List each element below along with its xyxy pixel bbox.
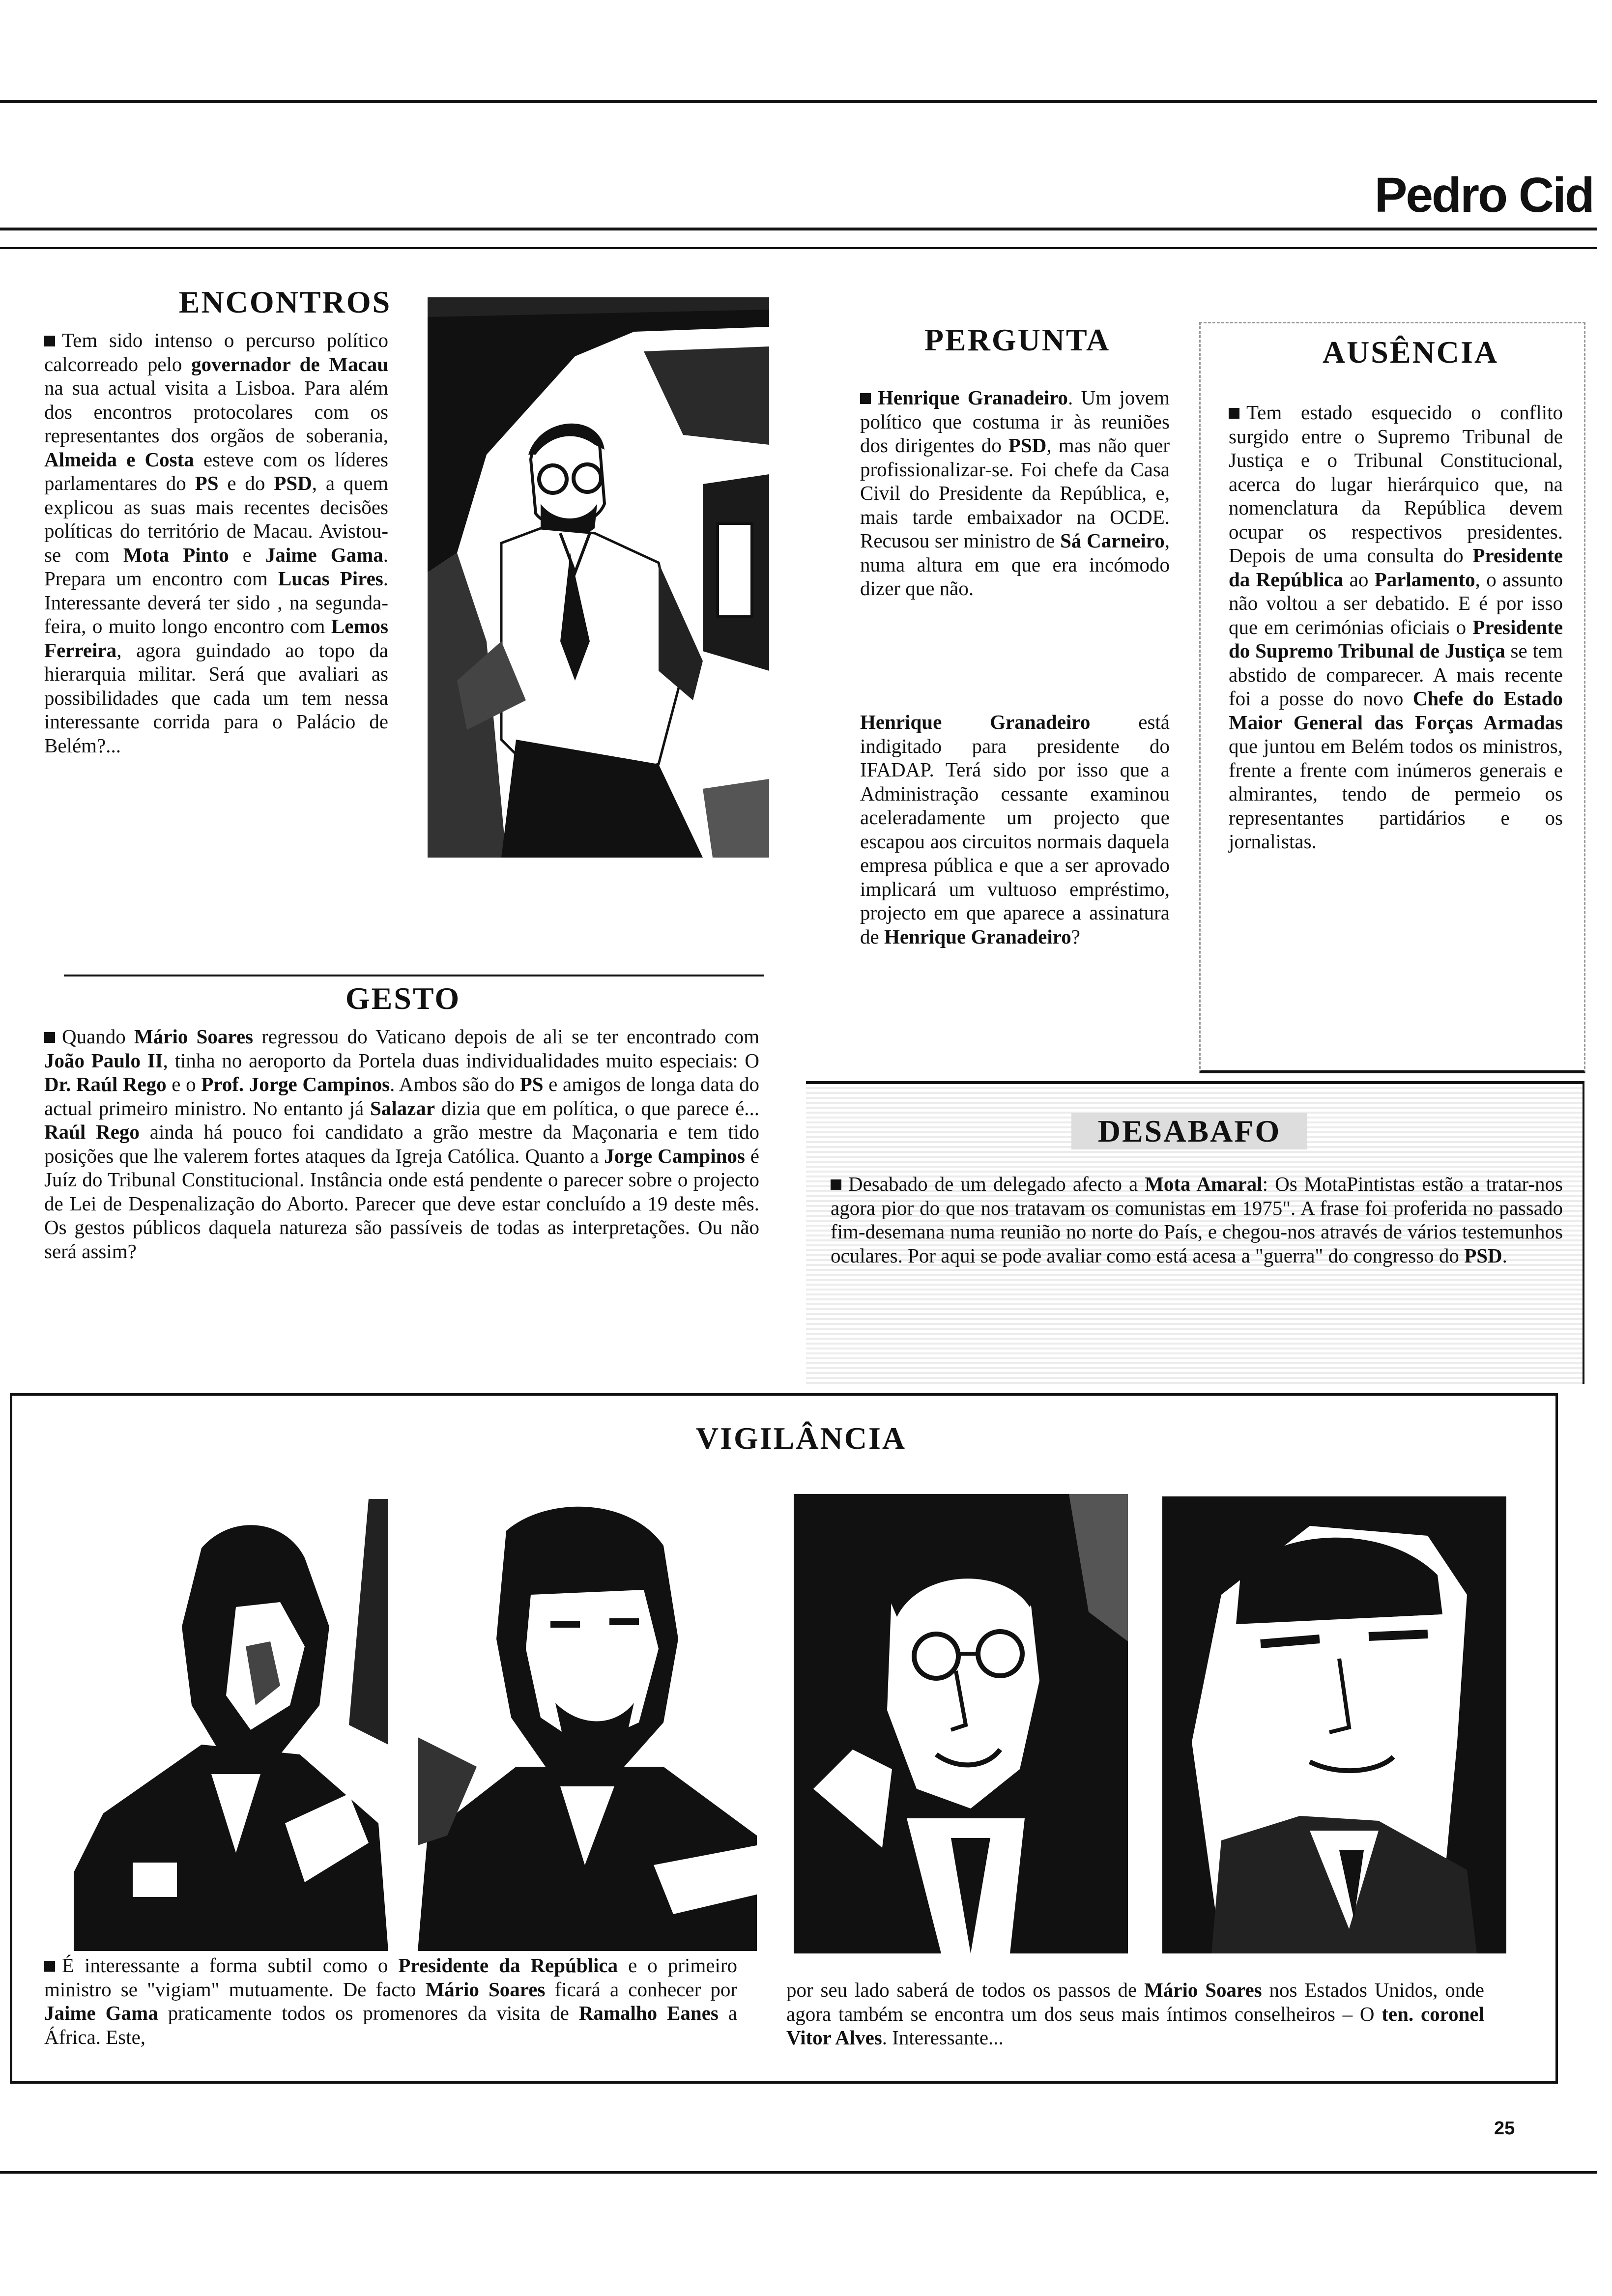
rule-above-gesto	[64, 975, 764, 976]
bullet-marker	[44, 336, 55, 346]
desabafo-title: DESABAFO	[1071, 1113, 1307, 1149]
gesto-body: Quando Mário Soares regressou do Vaticano depois de ali se ter encontrado com João Paulo II, tinha no aeroporto da Portela duas individualidades muito especiais: O Dr. Raúl Rego e o Prof. Jorge Campinos. Ambos são do PS e amigos de longa data do actual primeiro ministro. No entanto já Salazar dizia que em política, o que parece é... Raúl Rego ainda há pouco foi candidato a grão mestre da Maçonaria e tem tido posições que lhe valerem fortes ataques da Igreja Católica. Quanto a Jorge Campinos é Juíz do Tribunal Constitucional. Instância onde está pendente o parecer sobre o projecto de Lei de Despenalização do Aborto. Parecer que deve estar concluído a 19 deste mês. Os gestos públicos daquela natureza são passíveis de todas as interpretações. Ou não será assim?	[44, 1025, 760, 1263]
pergunta-body-2: Henrique Granadeiro está indigitado para presidente do IFADAP. Terá sido por isso que a Administração cessante examinou aceleradamente um projecto que escapou aos circuitos normais daquela empresa pública e que a ser aprovado implicará um vultuoso empréstimo, projecto em que aparece a assinatura de Henrique Granadeiro?	[860, 711, 1170, 948]
top-rule-1	[0, 100, 1597, 103]
photo-portrait-4	[1162, 1496, 1506, 1953]
page-number: 25	[1494, 2118, 1515, 2139]
bullet-marker	[1229, 408, 1239, 419]
pergunta-body-1: Henrique Granadeiro. Um jovem político que costuma ir às reuniões dos dirigentes do PSD, mas não quer profissionalizar-se. Foi chefe da Casa Civil do Presidente da República, e, mais tarde embaixador na OCDE. Recusou ser ministro de Sá Carneiro, numa altura em que era incómodo dizer que não.	[860, 386, 1170, 600]
author-name: Pedro Cid	[1374, 168, 1593, 223]
top-rule-3	[0, 247, 1597, 249]
bottom-rule	[0, 2171, 1597, 2174]
photo-portrait-2	[418, 1492, 757, 1951]
photo-governor-in-car	[428, 297, 769, 858]
desabafo-body: Desabado de um delegado afecto a Mota Amaral: Os MotaPintistas estão a tratar-nos agora pior do que nos tratavam os comunistas em 1975". A frase foi proferida no passado fim-desemana numa reunião no norte do País, e chegou-nos através de vários testemunhos oculares. Por aqui se pode avaliar como está acesa a "guerra" do congresso do PSD.	[831, 1173, 1563, 1267]
ausencia-body: Tem estado esquecido o conflito surgido entre o Supremo Tribunal de Justiça e o Tribunal Constitucional, acerca do lugar hierárquico que, na nomenclatura da República devem ocupar os respectivos presidentes. Depois de uma consulta do Presidente da República ao Parlamento, o assunto não voltou a ser debatido. E é por isso que em cerimónias oficiais o Presidente do Supremo Tribunal de Justiça se tem abstido de comparecer. A mais recente foi a posse do novo Chefe do Estado Maior General das Forças Armadas que juntou em Belém todos os ministros, frente a frente com inúmeros generais e almirantes, tendo de permeio os representantes partidários e os jornalistas.	[1229, 401, 1563, 853]
vigilancia-caption-left: É interessante a forma subtil como o Presidente da República e o primeiro ministro se "vigiam" mutuamente. De facto Mário Soares ficará a conhecer por Jaime Gama praticamente todos os promenores da visita de Ramalho Eanes a África. Este,	[44, 1954, 738, 2048]
bullet-marker	[44, 1032, 55, 1043]
bullet-marker	[860, 393, 871, 404]
ausencia-title: AUSÊNCIA	[1322, 335, 1499, 370]
encontros-body: Tem sido intenso o percurso político calcorreado pelo governador de Macau na sua actual visita a Lisboa. Para além dos encontros protocolares com os representantes dos orgãos de soberania, Almeida e Costa esteve com os líderes parlamentares do PS e do PSD, a quem explicou as suas mais recentes decisões políticas do território de Macau. Avistou-se com Mota Pinto e Jaime Gama. Prepara um encontro com Lucas Pires. Interessante deverá ter sido , na segunda-feira, o muito longo encontro com Lemos Ferreira, agora guindado ao topo da hierarquia militar. Será que avaliari as possibilidades que cada um tem nessa interessante corrida para o Palácio de Belém?...	[44, 329, 389, 757]
top-rule-2	[0, 228, 1597, 230]
bullet-marker	[44, 1961, 55, 1972]
photo-portrait-3	[794, 1494, 1128, 1953]
photo-portrait-1	[74, 1499, 388, 1951]
pergunta-title: PERGUNTA	[924, 322, 1111, 357]
vigilancia-caption-right: por seu lado saberá de todos os passos de Mário Soares nos Estados Unidos, onde agora também se encontra um dos seus mais íntimos conselheiros – O ten. coronel Vitor Alves. Interessante...	[786, 1979, 1484, 2049]
encontros-title: ENCONTROS	[178, 285, 392, 319]
gesto-title: GESTO	[345, 981, 461, 1016]
bullet-marker	[831, 1179, 841, 1190]
vigilancia-title: VIGILÂNCIA	[695, 1421, 907, 1456]
